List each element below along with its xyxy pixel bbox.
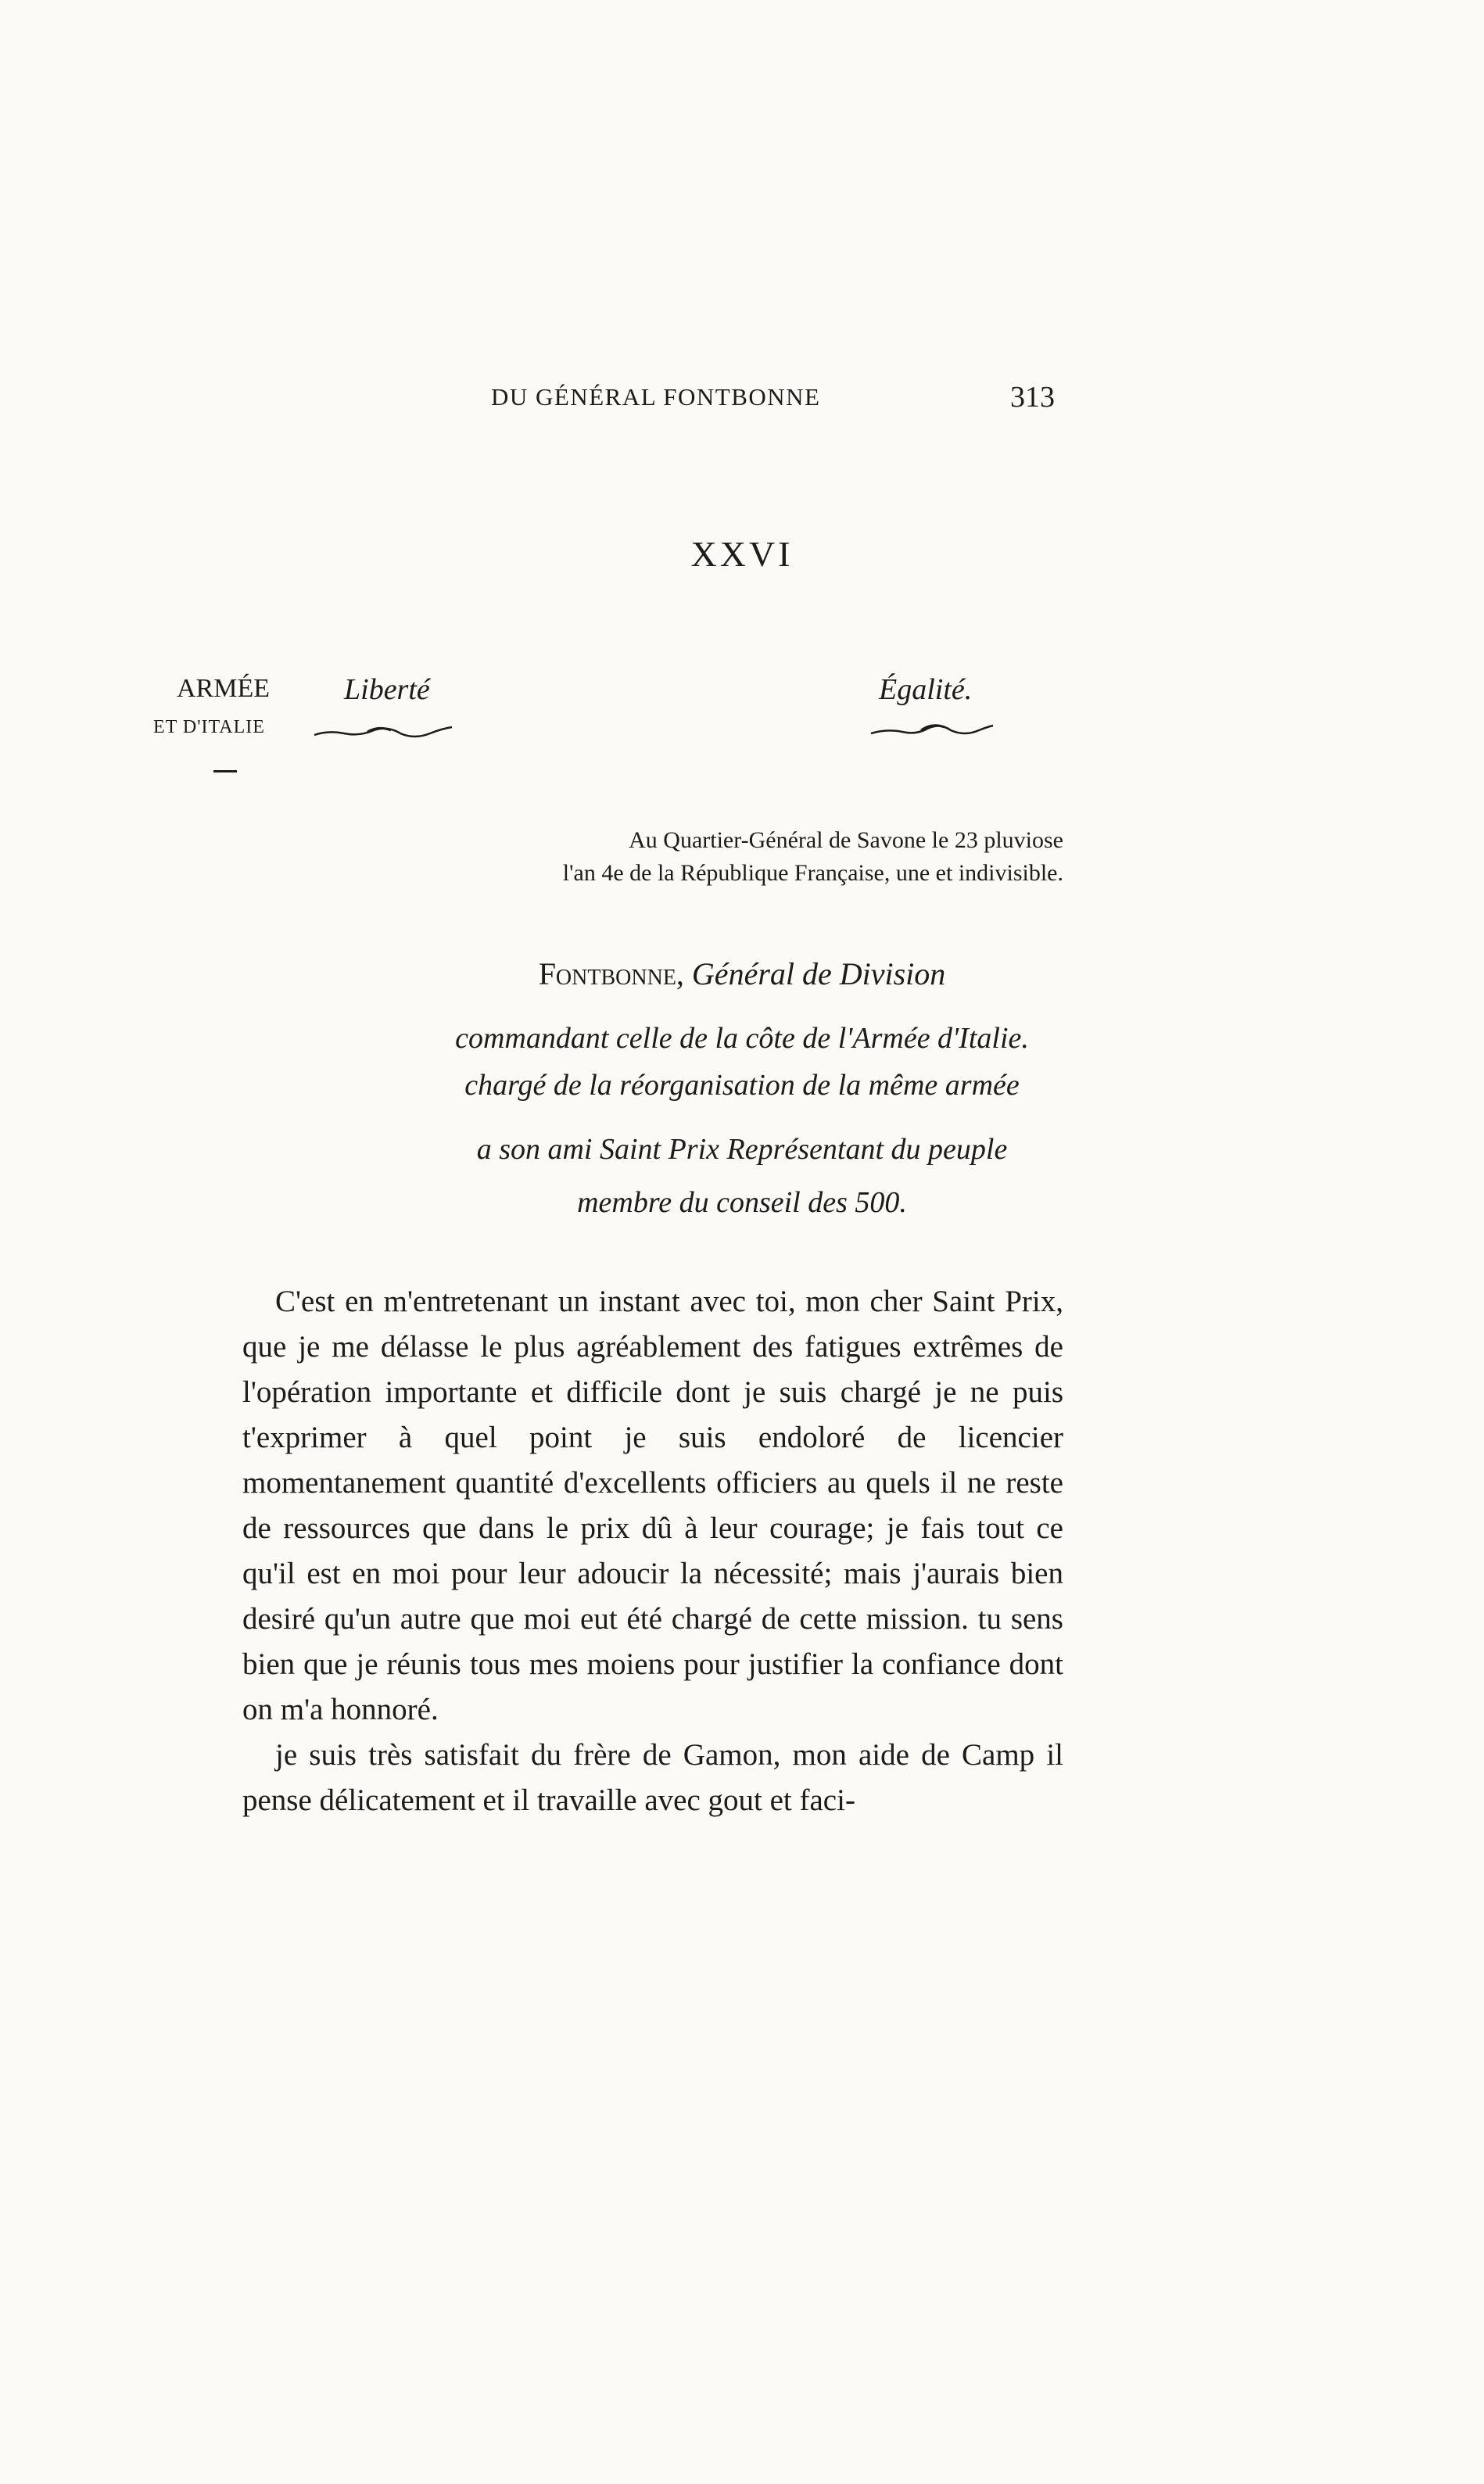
- sender-title: Général de Division: [691, 956, 946, 991]
- letter-body: [242, 1279, 1063, 1823]
- body-paragraph-2: je suis très satisfait du frère de Gamon, mon aide de Camp il pense délicatement et il travaille avec gout et faci-: [242, 1738, 1063, 1817]
- flourish-ornament-left: [313, 724, 453, 743]
- letterhead-italy: ET D'ITALIE: [153, 717, 265, 737]
- dateline-place: Au Quartier-Général de Savone le 23 pluviose: [629, 827, 1063, 853]
- page-number: 313: [1010, 381, 1055, 414]
- motto-egalite: Égalité.: [879, 673, 973, 706]
- sender-heading: [0, 955, 1484, 992]
- chapter-number: XXVI: [690, 534, 794, 574]
- running-title: DU GÉNÉRAL FONTBONNE: [491, 383, 821, 410]
- addressee-council: membre du conseil des 500.: [577, 1186, 907, 1219]
- dateline-year: l'an 4e de la République Française, une et indivisible.: [562, 860, 1063, 886]
- sender-name: Fontbonne,: [538, 956, 684, 991]
- letterhead-army: ARMÉE: [177, 674, 270, 703]
- flourish-ornament-right: [869, 721, 995, 740]
- motto-liberte: Liberté: [344, 673, 430, 706]
- sender-charge: chargé de la réorganisation de la même armée: [464, 1069, 1020, 1102]
- letterhead-rule: [213, 770, 237, 772]
- body-paragraph-1: C'est en m'entretenant un instant avec toi, mon cher Saint Prix, que je me délasse le plus agréablement des fatigues extrêmes de l'opération importante et difficile dont je suis chargé je ne puis t'exprimer à quel point je suis endoloré de licencier momentanement quantité d'excellents officiers au quels il ne reste de ressources que dans le prix dû à leur courage; je fais tout ce qu'il est en moi pour leur adoucir la nécessité; mais j'aurais bien desiré qu'un autre que moi eut été chargé de cette mission. tu sens bien que je réunis tous mes moiens pour justifier la confiance dont on m'a honnoré.: [242, 1285, 1063, 1726]
- sender-command: commandant celle de la côte de l'Armée d'Italie.: [455, 1022, 1029, 1055]
- addressee-line: a son ami Saint Prix Représentant du peuple: [476, 1133, 1008, 1166]
